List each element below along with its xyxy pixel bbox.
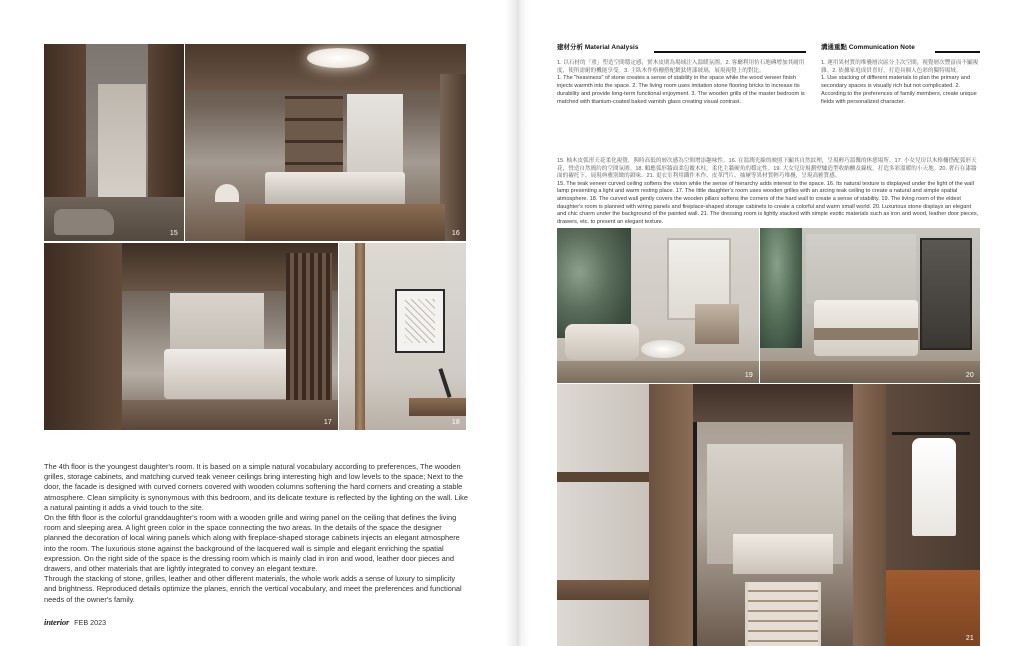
material-analysis-zh: 1. 以石材的「重」塑造空間穩定感，實木皮則為場域注入溫暖氛圍。2. 客廳利用仿石地磚增加其耐用度，使所需耐的機能享受。3. 主臥木作格栅搭配鍍鈦烤漆玻璃，展現視覺上的對比。 <box>557 60 805 74</box>
photo-number-16: 16 <box>451 230 460 237</box>
photo-20 <box>760 228 980 383</box>
photo-15 <box>44 44 184 241</box>
communication-note-heading: 溝通重點 Communication Note <box>821 44 915 51</box>
photo-16 <box>185 44 466 241</box>
material-analysis-body <box>557 60 806 106</box>
captions-en: 15. The teak veneer curved ceiling softens the vision while the sense of hierarchy adds interest to the space. 16. Its natural texture is displayed under the light of the wall lamp presenting a light and warm resting place. 17. The little daughter's room uses wooden grilles with an arcing teak ceiling to create a natural and simple spatial atmosphere. 18. The curved wall gently covers the wooden pillars softens the corners of the hard wall to create a sense of stability. 19. The living room of the eldest daughter's room is planned with wiring panels and fireplace-shaped storage cabinets to create a colorful and warm small world. 20. Luxurious stone displays an elegant and chic charm under the background of the painted wall. 21. The dressing room is lightly stacked with simple exotic materials such as iron and wood, leather door pieces, drawers, etc. to present an elegant texture. <box>557 180 979 225</box>
photo-captions <box>557 158 980 226</box>
issue-date: FEB 2023 <box>74 618 107 627</box>
page-footer <box>44 617 106 627</box>
communication-note-zh: 1. 運用異材質的堆疊層次區分主次空間，視覺層次豐富而不顯複雜。2. 依據家庭成員喜好，打造具個人色彩的獨特場域。 <box>821 60 979 74</box>
article-paragraph: Through the stacking of stone, grilles, leather and other different materials, the whole work adds a sense of luxury to simplicity and brightness. Reproduced details optimize the planes, enrich the vertical vocabulary, and meet the preferences and functional needs of the owner's family. <box>44 574 462 604</box>
page-gutter <box>505 0 529 646</box>
photo-number-18: 18 <box>451 419 460 426</box>
photo-number-17: 17 <box>323 419 332 426</box>
communication-note-en: 1. Use stacking of different materials to plan the primary and secondary spaces is visually rich but not complicated. 2. According to the preferences of family members, create unique fields with personalized character. <box>821 75 977 105</box>
photo-21 <box>557 384 980 646</box>
photo-18 <box>339 243 466 430</box>
photo-number-21: 21 <box>965 635 974 642</box>
material-analysis-heading: 建材分析 Material Analysis <box>557 44 639 51</box>
captions-zh: 15. 柚木皮弧形天花柔化視覺，與時高低的層次感為空間增添趣味性。16. 在溫潤光線的映照下顯其自然紋理，呈現輕巧溫馨的休憩場所。17. 小女兒房以木格柵搭配弧形天花，營造自然簡約的空間氛圍。18. 順應弧形牆面柔包覆木柱，柔化主牆硬角的穩定性。19. 大女兒房規劃壁爐造型收納櫃及線板，打造多彩溫暖的小天地。20. 奢石在漆牆面的襯托下，展現典雅別緻的韻味。21. 更衣室利用鐵件木作、皮革門片、抽屜等異材質輕巧堆疊，呈現高雅質感。 <box>557 158 977 180</box>
material-analysis-en: 1. The "heaviness" of stone creates a sense of stability in the space while the wood veneer finish injects warmth into the space. 2. The living room uses imitation stone flooring bricks to increase its durability and provide long-term functional enjoyment. 3. The wooden grills of the master bedroom is matched with titanium-coated baked varnish glass creating visual contrast. <box>557 75 805 105</box>
photo-19 <box>557 228 759 383</box>
photo-number-19: 19 <box>744 372 753 379</box>
photo-number-15: 15 <box>169 230 178 237</box>
article-body <box>44 462 468 605</box>
photo-17 <box>44 243 338 430</box>
communication-note-body <box>821 60 980 106</box>
article-paragraph: On the fifth floor is the colorful granddaughter's room with a wooden grille and wiring panel on the ceiling that defines the living room and sleeping area. A light green color in the space connecting the two areas. In the details of the space the designer planned the decoration of local wiring panels which along with fireplace-shaped storage cabinets injects an elegant atmosphere into the room. The luxurious stone against the background of the lacquered wall is simple and elegant enriching the spatial expression. On the right side of the space is the dressing room which is mainly clad in iron and wood, leather door pieces and drawers, and other materials that are lightly integrated to convey an elegant texture. <box>44 513 460 574</box>
photo-number-20: 20 <box>965 372 974 379</box>
article-paragraph: The 4th floor is the youngest daughter's room. It is based on a simple natural vocabulary according to preferences, The wooden grilles, storage cabinets, and matching curved teak veneer ceilings bring interesting high and low levels to the space; Next to the door, the facade is designed with curved corners covered with wooden columns softening the hard corners and creating a stable atmosphere. Clean simplicity is synonymous with this bedroom, and its delicate texture is reflected by the lighting on the wall. Like a natural painting it adds a vivid touch to the site. <box>44 462 468 512</box>
magazine-logo: interior <box>44 617 70 627</box>
material-analysis-rule <box>654 51 806 53</box>
communication-note-rule <box>935 51 980 53</box>
